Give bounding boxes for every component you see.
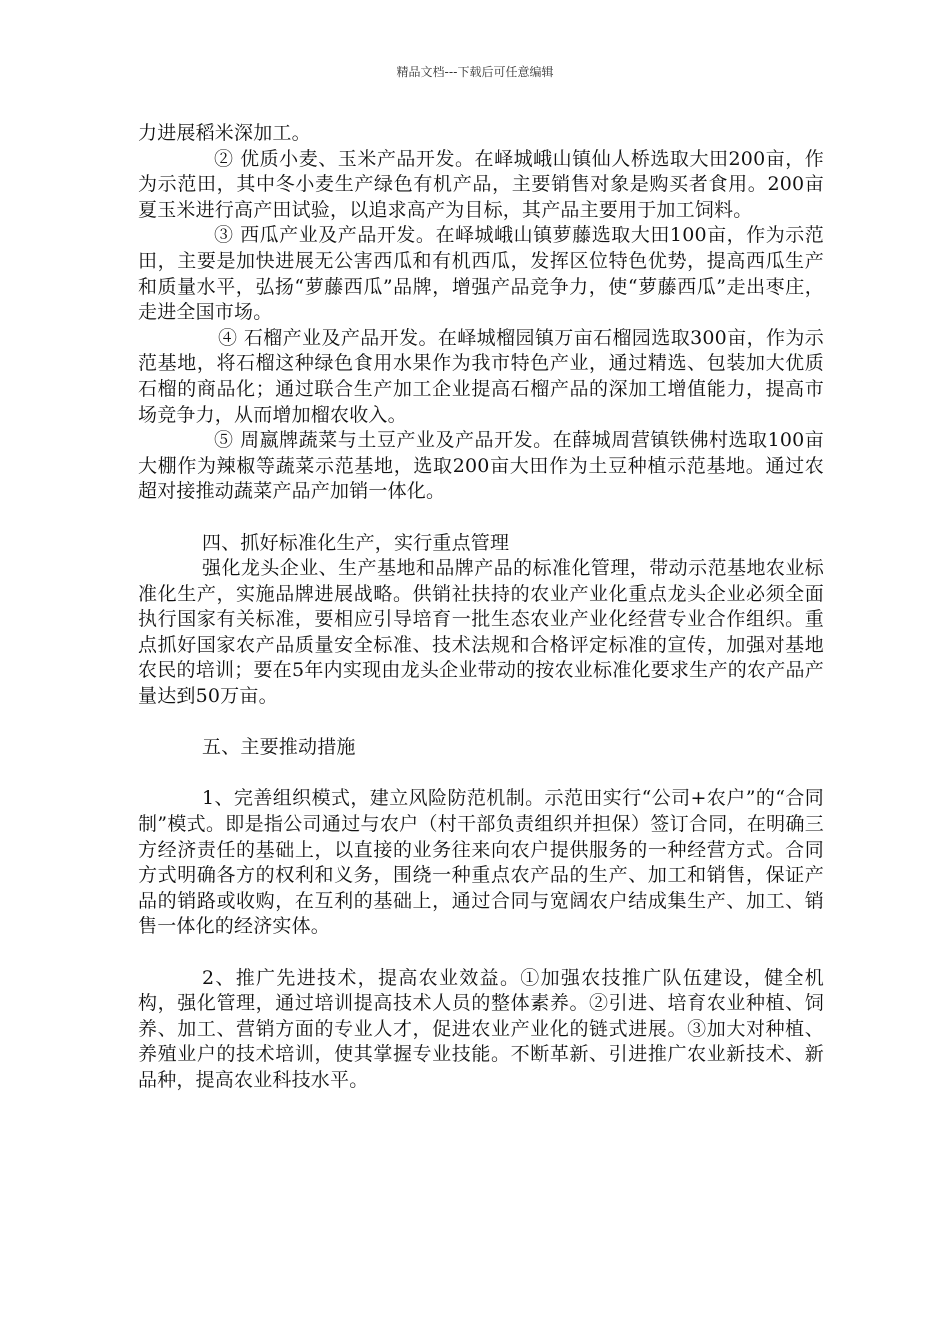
paragraph-pomegranate: ④ 石榴产业及产品开发。在峄城榴园镇万亩石榴园选取300亩，作为示范基地，将石榴这种绿色食用水果作为我市特色产业，通过精选、包装加大优质石榴的商品化；通过联合生产加工企业提高石榴产品的深加工增值能力，提高市场竞争力，从而增加榴农收入。 bbox=[138, 326, 824, 426]
paragraph-organization-model: 1、完善组织模式，建立风险防范机制。示范田实行“公司+农户”的“合同制”模式。即是指公司通过与农户（村干部负责组织并担保）签订合同，在明确三方经济责任的基础上，以直接的业务往来向农户提供服务的一种经营方式。合同方式明确各方的权利和义务，围绕一种重点农产品的生产、加工和销售，保证产品的销路或收购，在互利的基础上，通过合同与宽阔农户结成集生产、加工、销售一体化的经济实体。 bbox=[138, 787, 824, 938]
spacer bbox=[138, 710, 824, 736]
spacer bbox=[138, 505, 824, 531]
paragraph-standardization: 强化龙头企业、生产基地和品牌产品的标准化管理，带动示范基地农业标准化生产，实施品牌进展战略。供销社扶持的农业产业化重点龙头企业必须全面执行国家有关标准，要相应引导培育一批生态农业产业化经营专业合作组织。重点抓好国家农产品质量安全标准、技术法规和合格评定标准的宣传，加强对基地农民的培训；要在5年内实现由龙头企业带动的按农业标准化要求生产的农产品产量达到50万亩。 bbox=[138, 557, 824, 708]
section-heading-standardization: 四、抓好标准化生产，实行重点管理 bbox=[202, 531, 510, 554]
paragraph-rice-processing: 力进展稻米深加工。 bbox=[138, 122, 311, 144]
document-body bbox=[138, 121, 824, 1094]
spacer bbox=[138, 940, 824, 966]
paragraph-technology-promotion: 2、推广先进技术，提高农业效益。①加强农技推广队伍建设，健全机构，强化管理，通过培训提高技术人员的整体素养。②引进、培育农业种植、饲养、加工、营销方面的专业人才，促进农业产业化的链式进展。③加大对种植、养殖业户的技术培训，使其掌握专业技能。不断革新、引进推广农业新技术、新品种，提高农业科技水平。 bbox=[138, 966, 824, 1091]
paragraph-vegetables-potato: ⑤ 周嬴牌蔬菜与土豆产业及产品开发。在薛城周营镇铁佛村选取100亩大棚作为辣椒等蔬菜示范基地，选取200亩大田作为土豆种植示范基地。通过农超对接推动蔬菜产品产加销一体化。 bbox=[138, 429, 824, 503]
spacer bbox=[138, 761, 824, 787]
page-header: 精品文档---下载后可任意编辑 bbox=[396, 65, 554, 79]
section-heading-measures: 五、主要推动措施 bbox=[202, 736, 356, 759]
paragraph-wheat-corn: ② 优质小麦、玉米产品开发。在峄城峨山镇仙人桥选取大田200亩，作为示范田，其中冬小麦生产绿色有机产品，主要销售对象是购买者食用。200亩夏玉米进行高产田试验，以追求高产为目标，其产品主要用于加工饲料。 bbox=[138, 147, 824, 221]
paragraph-watermelon: ③ 西瓜产业及产品开发。在峄城峨山镇萝藤选取大田100亩，作为示范田，主要是加快进展无公害西瓜和有机西瓜，发挥区位特色优势，提高西瓜生产和质量水平，弘扬“萝藤西瓜”品牌，增强产品竞争力，使“萝藤西瓜”走出枣庄，走进全国市场。 bbox=[138, 224, 824, 324]
